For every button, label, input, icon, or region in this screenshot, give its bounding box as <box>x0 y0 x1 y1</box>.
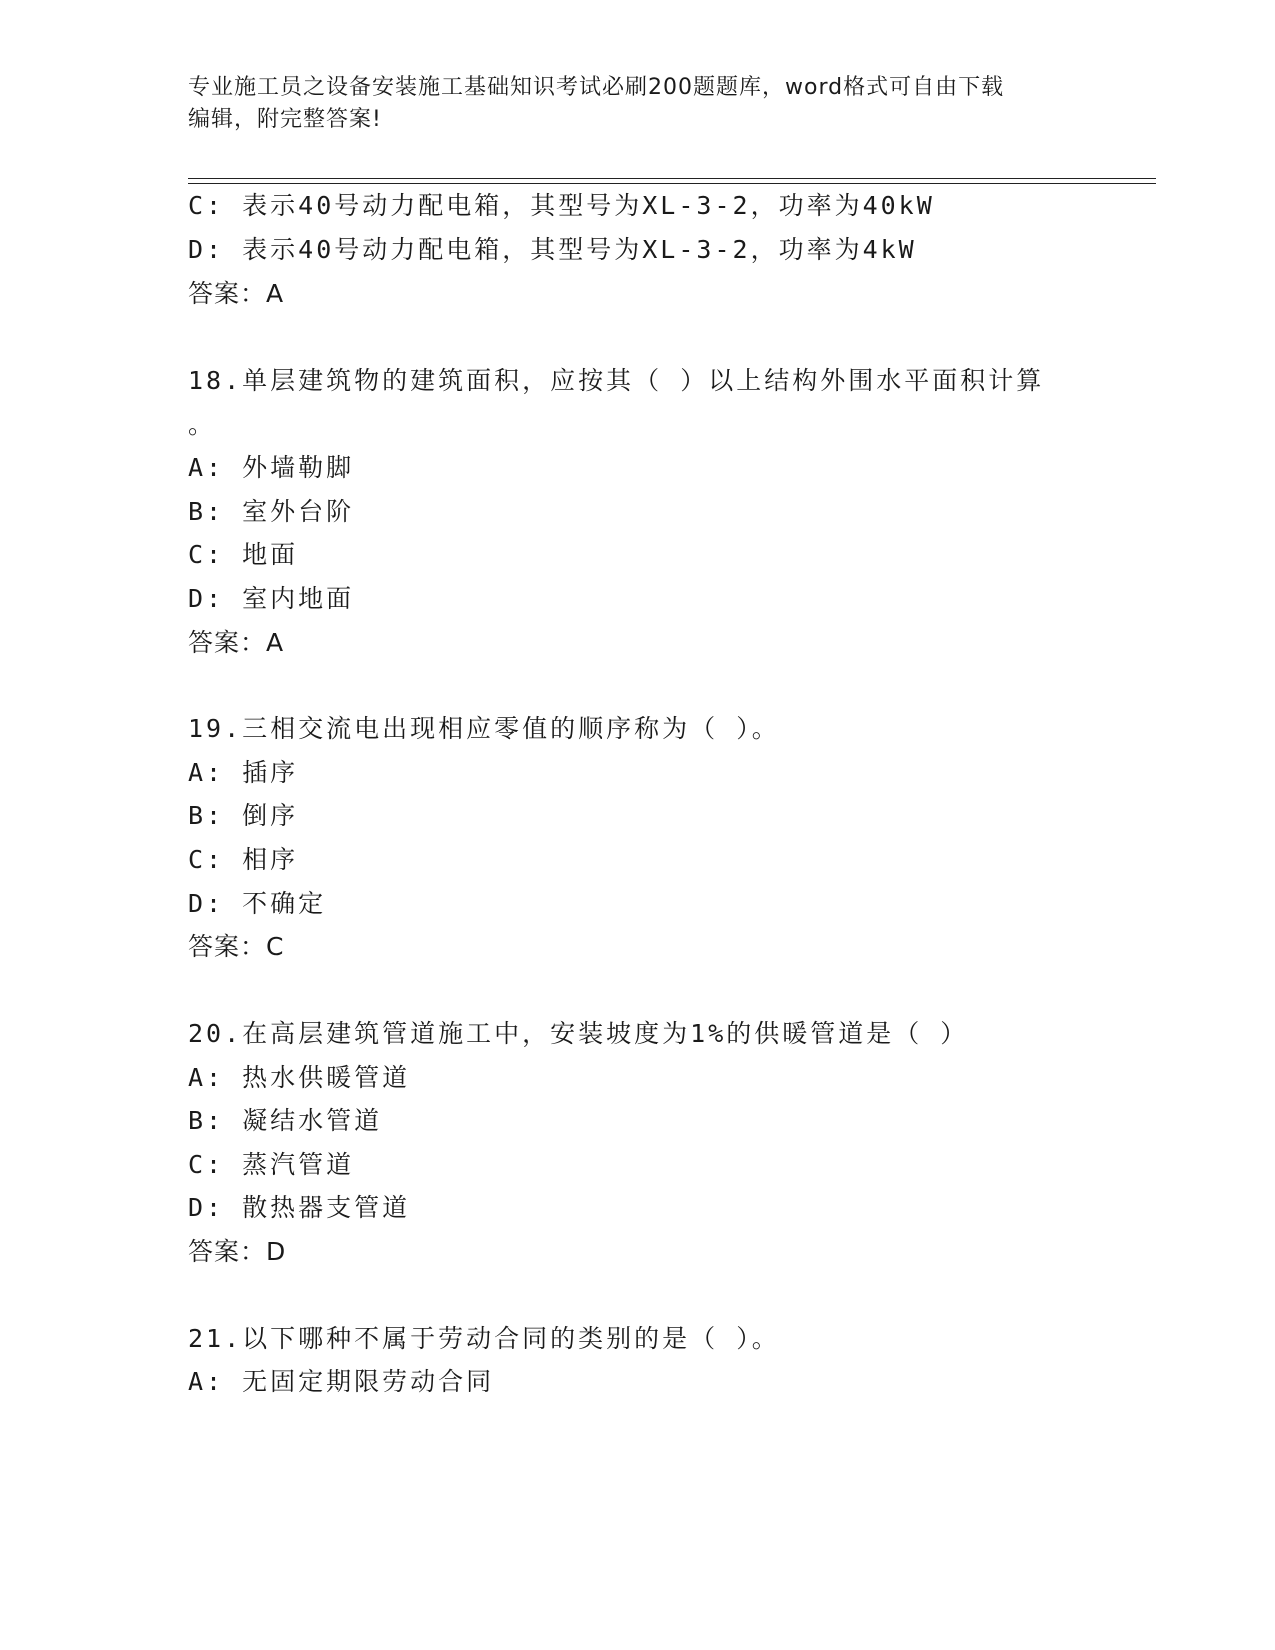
option-c-q17: C: 表示40号动力配电箱，其型号为XL-3-2，功率为40kW <box>188 191 935 220</box>
option-a-q19: A: 插序 <box>188 758 299 787</box>
option-d-q19: D: 不确定 <box>188 889 327 918</box>
option-c-q20: C: 蒸汽管道 <box>188 1150 355 1179</box>
option-d-q20: D: 散热器支管道 <box>188 1193 411 1222</box>
header-title-line-2: 编辑，附完整答案! <box>188 107 382 132</box>
question-20: 20.在高层建筑管道施工中，安装坡度为1%的供暖管道是（ ） <box>188 1019 969 1048</box>
header-title-line-1: 专业施工员之设备安装施工基础知识考试必刷200题题库，word格式可自由下载 <box>188 75 1005 100</box>
option-c-q18: C: 地面 <box>188 540 299 569</box>
option-d-q17: D: 表示40号动力配电箱，其型号为XL-3-2，功率为4kW <box>188 235 917 264</box>
option-c-q19: C: 相序 <box>188 845 299 874</box>
option-b-q19: B: 倒序 <box>188 801 299 830</box>
answer-q18: 答案：A <box>188 628 285 657</box>
option-a-q21: A: 无固定期限劳动合同 <box>188 1367 495 1396</box>
option-b-q18: B: 室外台阶 <box>188 497 355 526</box>
answer-q17: 答案：A <box>188 279 285 308</box>
question-18-continuation: 。 <box>188 410 217 439</box>
option-d-q18: D: 室内地面 <box>188 584 355 613</box>
answer-q19: 答案：C <box>188 932 285 961</box>
question-19: 19.三相交流电出现相应零值的顺序称为（ ）。 <box>188 714 780 743</box>
document-header <box>188 72 1088 136</box>
header-divider-top <box>188 178 1156 179</box>
question-21: 21.以下哪种不属于劳动合同的类别的是（ ）。 <box>188 1324 780 1353</box>
option-a-q18: A: 外墙勒脚 <box>188 453 355 482</box>
option-a-q20: A: 热水供暖管道 <box>188 1063 411 1092</box>
header-divider-bottom <box>188 183 1156 184</box>
question-18: 18.单层建筑物的建筑面积，应按其（ ）以上结构外围水平面积计算 <box>188 366 1045 395</box>
option-b-q20: B: 凝结水管道 <box>188 1106 383 1135</box>
answer-q20: 答案：D <box>188 1237 287 1266</box>
